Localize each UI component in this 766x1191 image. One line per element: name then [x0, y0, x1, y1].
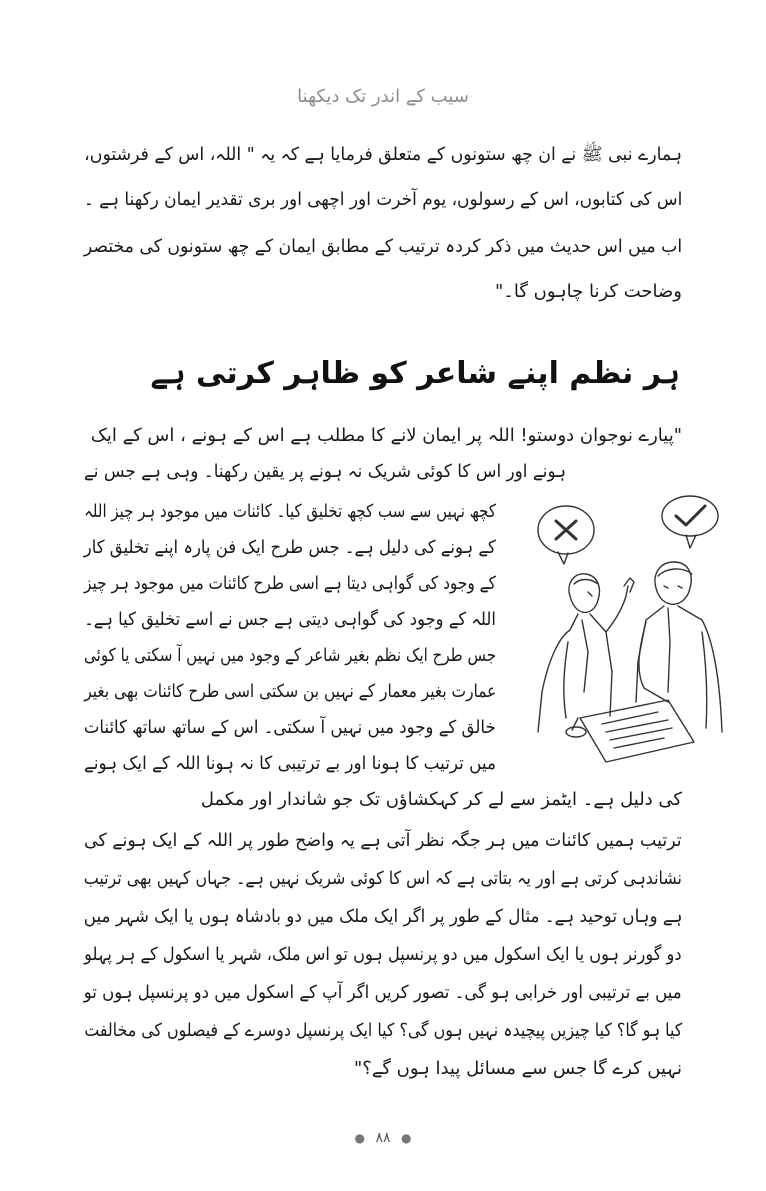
text-line: خالق کے وجود میں نہیں آ سکتی۔ اس کے ساتھ ساتھ کائنات — [84, 717, 496, 738]
document-paper-icon — [566, 700, 694, 762]
text-line: ہونے اور اس کا کوئی شریک نہ ہونے پر یقین رکھنا۔ وہی ہے جس نے — [83, 461, 566, 482]
text-line: ہے وہاں توحید ہے۔ مثال کے طور پر اگر ایک ملک میں دو بادشاہ ہوں یا ایک شہر میں — [83, 906, 682, 927]
text-line: کے وجود کی گواہی دیتا ہے اسی طرح کائنات میں موجود ہر چیز — [84, 573, 496, 594]
text-line: وضاحت کرنا چاہوں گا۔" — [495, 281, 682, 302]
text-line: میں ترتیب کا ہونا اور بے ترتیبی کا نہ ہونا اللہ کے ایک ہونے — [84, 753, 496, 774]
text-line: اب میں اس حدیث میں ذکر کردہ ترتیب کے مطابق ایمان کے چھ ستونوں کی مختصر — [83, 236, 682, 257]
reject-bubble-icon — [538, 506, 594, 564]
text-line: کی دلیل ہے۔ ایٹمز سے لے کر کہکشاؤں تک جو شاندار اور مکمل — [200, 789, 682, 810]
text-line: ترتیب ہمیں کائنات میں ہر جگہ نظر آتی ہے یہ واضح طور پر اللہ کے ایک ہونے کی — [84, 830, 682, 851]
text-line: اس کی کتابوں، اس کے رسولوں، یوم آخرت اور اچھی اور بری تقدیر ایمان رکھنا ہے ۔ — [83, 189, 682, 210]
left-man-figure — [538, 574, 634, 732]
running-header: سیب کے اندر تک دیکھنا — [297, 86, 469, 107]
text-line: کے ہونے کی دلیل ہے۔ جس طرح ایک فن پارہ اپنے تخلیق کار — [83, 537, 496, 558]
text-line: جس طرح ایک نظم بغیر شاعر کے وجود میں نہیں آ سکتی یا کوئی — [83, 645, 496, 666]
section-heading: ہر نظم اپنے شاعر کو ظاہر کرتی ہے — [150, 356, 680, 391]
discussion-illustration — [518, 492, 730, 776]
page-number-value: ۸۸ — [375, 1130, 391, 1146]
text-line: "پیارے نوجوان دوستو! اللہ پر ایمان لانے کا مطلب ہے اس کے ہونے ، اس کے ایک — [90, 425, 682, 446]
text-line: اللہ کے وجود کی گواہی دیتی ہے جس نے اسے تخلیق کیا ہے۔ — [84, 609, 496, 630]
bullet-dot-icon: ● — [400, 1131, 412, 1145]
text-line: میں بے ترتیبی اور خرابی ہو گی۔ تصور کریں اگر آپ کے اسکول میں دو پرنسپل ہوں تو — [84, 982, 682, 1003]
text-line: دو گورنر ہوں یا ایک اسکول میں دو پرنسپل ہوں تو اس ملک، شہر یا اسکول کے ہر پہلو — [84, 944, 682, 965]
text-line: کیا ہو گا؟ کیا چیزیں پیچیدہ نہیں ہوں گی؟ کیا ایک پرنسپل دوسرے کے فیصلوں کی مخالفت — [84, 1020, 682, 1041]
page-number — [0, 1130, 766, 1146]
bullet-dot-icon: ● — [354, 1131, 366, 1145]
text-line: عمارت بغیر معمار کے نہیں بن سکتی اسی طرح کائنات بھی بغیر — [83, 681, 496, 702]
text-line: ہمارے نبی ﷺ نے ان چھ ستونوں کے متعلق فرمایا ہے کہ یہ " اللہ، اس کے فرشتوں، — [84, 144, 683, 165]
text-line: نہیں کرے گا جس سے مسائل پیدا ہوں گے؟" — [354, 1058, 682, 1079]
text-line: کچھ نہیں سے سب کچھ تخلیق کیا۔ کائنات میں موجود ہر چیز اللہ — [84, 501, 496, 522]
text-line: نشاندہی کرتی ہے اور یہ بتاتی ہے کہ اس کا کوئی شریک نہیں ہے۔ جہاں کہیں بھی ترتیب — [83, 868, 682, 889]
right-man-figure — [636, 562, 722, 732]
approve-bubble-icon — [662, 496, 718, 548]
